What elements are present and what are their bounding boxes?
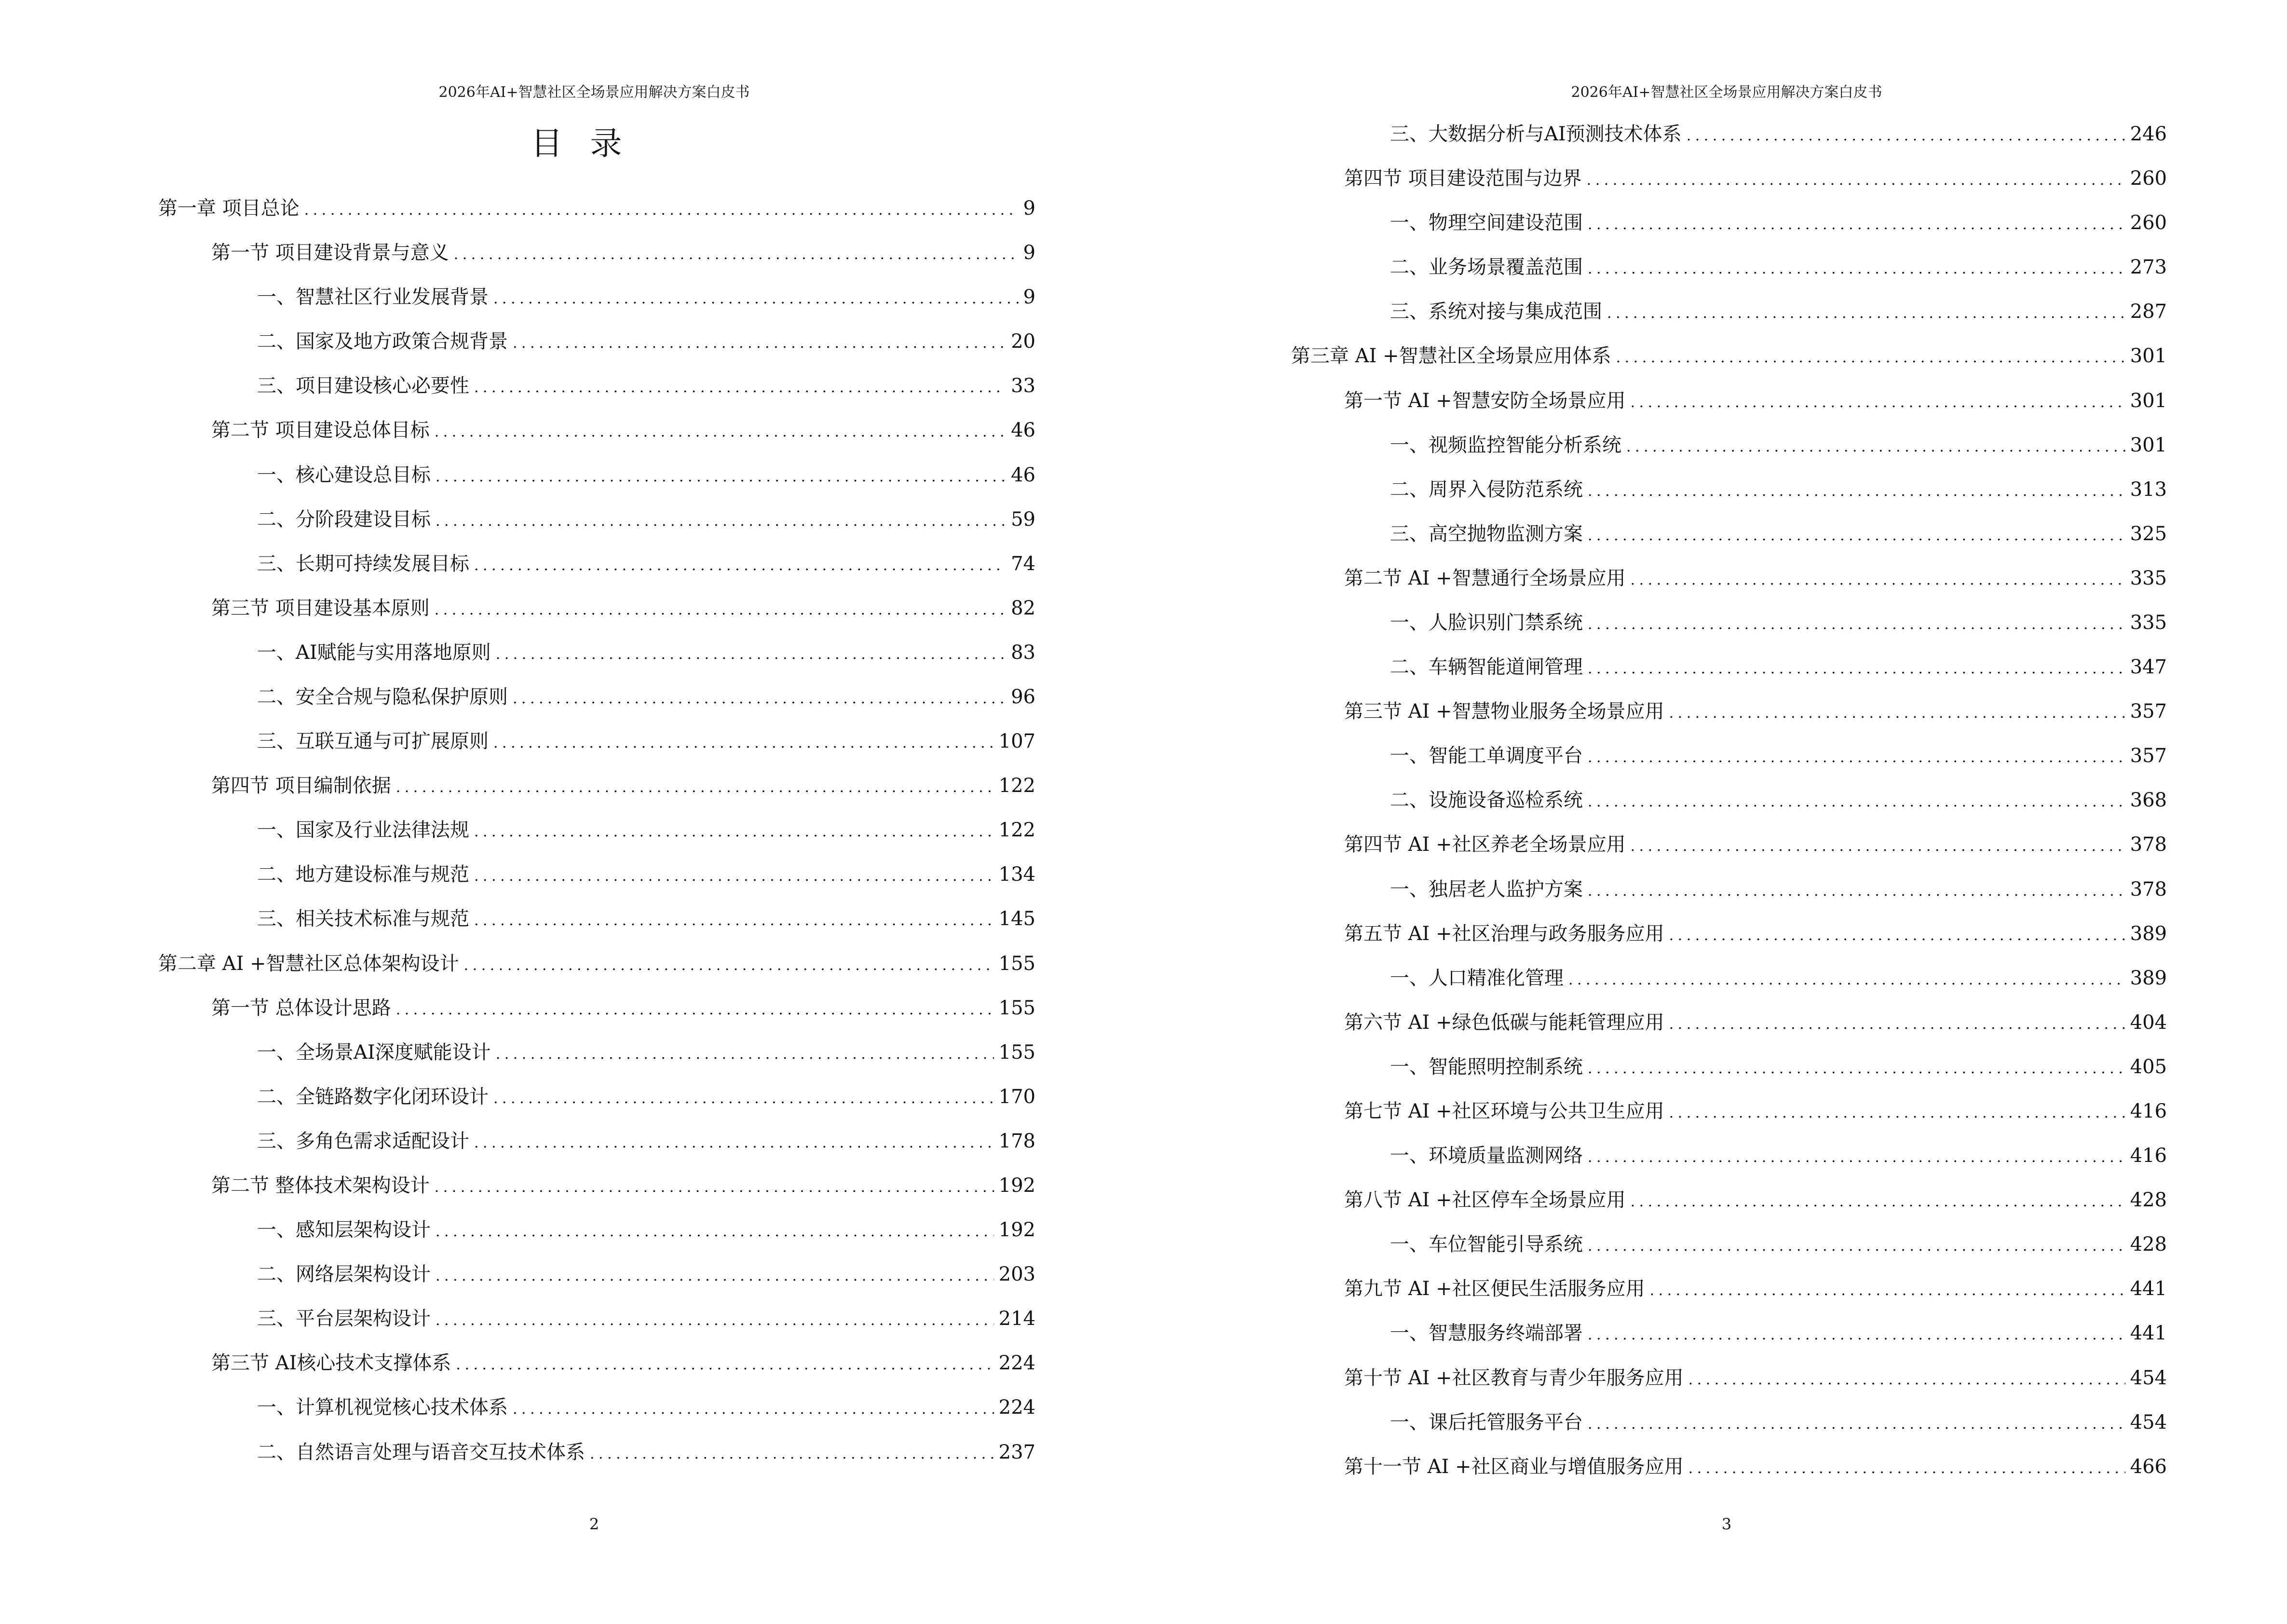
toc-entry-page-number[interactable]: 335 xyxy=(2130,611,2167,634)
dot-leader xyxy=(513,1387,994,1432)
toc-entry-page-number[interactable]: 301 xyxy=(2130,345,2167,368)
dot-leader xyxy=(1588,1402,2125,1447)
toc-title: 目 录 xyxy=(531,125,631,162)
toc-entry-page-number[interactable]: 33 xyxy=(1011,375,1035,397)
toc-entry-page-number[interactable]: 192 xyxy=(998,1219,1035,1242)
toc-entry-label[interactable]: 一、计算机视觉核心技术体系 xyxy=(257,1396,508,1419)
dot-leader xyxy=(436,1254,994,1298)
page-number: 3 xyxy=(1721,1515,1732,1533)
toc-entry-label[interactable]: 一、国家及行业法律法规 xyxy=(257,819,469,842)
toc-entry[interactable] xyxy=(1144,556,2167,600)
toc-entry-label[interactable]: 一、人口精准化管理 xyxy=(1390,967,1564,989)
toc-entry[interactable] xyxy=(1144,912,2167,956)
toc-entry-page-number[interactable]: 224 xyxy=(998,1396,1035,1419)
toc-entry-label[interactable]: 三、系统对接与集成范围 xyxy=(1390,300,1602,323)
toc-entry[interactable] xyxy=(1144,822,2167,867)
toc-entry-page-number[interactable]: 378 xyxy=(2130,878,2167,901)
toc-entry-page-number[interactable]: 192 xyxy=(998,1174,1035,1197)
toc-entry-page-number[interactable]: 441 xyxy=(2130,1322,2167,1345)
toc-entry-page-number[interactable]: 237 xyxy=(998,1441,1035,1463)
toc-entry-label[interactable]: 一、人脸识别门禁系统 xyxy=(1390,611,1583,634)
dot-leader xyxy=(1669,1091,2125,1135)
toc-entry-label[interactable]: 二、安全合规与隐私保护原则 xyxy=(257,685,508,708)
dot-leader xyxy=(1588,602,2125,647)
toc-entry-page-number[interactable]: 145 xyxy=(998,908,1035,930)
toc-entry-label[interactable]: 第一节 AI +智慧安防全场景应用 xyxy=(1344,389,1626,412)
toc-entry-page-number[interactable]: 46 xyxy=(1011,464,1035,486)
toc-entry-label[interactable]: 二、地方建设标准与规范 xyxy=(257,863,469,886)
toc-entry[interactable] xyxy=(0,675,1035,719)
toc-entry-label[interactable]: 第三节 项目建设基本原则 xyxy=(211,597,430,619)
dot-leader xyxy=(1588,780,2125,824)
toc-entry[interactable] xyxy=(1144,467,2167,512)
dot-leader xyxy=(1588,247,2125,291)
toc-entry[interactable] xyxy=(1144,1311,2167,1355)
toc-entry-page-number[interactable]: 313 xyxy=(2130,478,2167,501)
toc-entry[interactable] xyxy=(1144,734,2167,778)
toc-entry-label[interactable]: 二、业务场景覆盖范围 xyxy=(1390,256,1583,279)
toc-entry-label[interactable]: 二、分阶段建设目标 xyxy=(257,508,431,531)
toc-entry[interactable] xyxy=(0,1296,1035,1341)
toc-entry[interactable] xyxy=(0,586,1035,630)
toc-entry-page-number[interactable]: 347 xyxy=(2130,656,2167,679)
toc-entry[interactable] xyxy=(0,1385,1035,1430)
toc-entry-label[interactable]: 二、设施设备巡检系统 xyxy=(1390,789,1583,812)
toc-entry-page-number[interactable]: 9 xyxy=(1023,286,1035,309)
dot-leader xyxy=(464,943,994,988)
toc-entry-page-number[interactable]: 389 xyxy=(2130,922,2167,945)
toc-entry-page-number[interactable]: 155 xyxy=(998,996,1035,1019)
toc-entry[interactable] xyxy=(0,1119,1035,1163)
dot-leader xyxy=(1588,869,2125,914)
toc-entry[interactable] xyxy=(1144,1222,2167,1267)
toc-entry-page-number[interactable]: 203 xyxy=(998,1263,1035,1286)
dot-leader xyxy=(436,1298,994,1343)
toc-list-right xyxy=(1144,112,2287,1489)
dot-leader xyxy=(1626,425,2125,469)
toc-entry[interactable] xyxy=(0,764,1035,808)
toc-entry[interactable] xyxy=(1144,1400,2167,1445)
toc-entry[interactable] xyxy=(1144,600,2167,645)
toc-entry[interactable] xyxy=(1144,289,2167,334)
toc-entry-label[interactable]: 一、智能工单调度平台 xyxy=(1390,745,1583,767)
toc-entry-label[interactable]: 二、全链路数字化闭环设计 xyxy=(257,1085,489,1108)
toc-entry-label[interactable]: 二、国家及地方政策合规背景 xyxy=(257,330,508,353)
toc-entry-label[interactable]: 二、车辆智能道闸管理 xyxy=(1390,656,1583,679)
dot-leader xyxy=(1588,1224,2125,1269)
toc-entry[interactable] xyxy=(0,1030,1035,1075)
toc-entry[interactable] xyxy=(1144,1000,2167,1045)
dot-leader xyxy=(435,588,1006,632)
toc-entry-label[interactable]: 二、周界入侵防范系统 xyxy=(1390,478,1583,501)
dot-leader xyxy=(435,1165,994,1210)
toc-entry-page-number[interactable]: 59 xyxy=(1011,508,1035,531)
dot-leader xyxy=(1588,1135,2125,1180)
toc-entry-label[interactable]: 二、网络层架构设计 xyxy=(257,1263,431,1286)
toc-entry-label[interactable]: 一、智慧服务终端部署 xyxy=(1390,1322,1583,1345)
dot-leader xyxy=(1607,291,2125,336)
toc-entry-page-number[interactable]: 83 xyxy=(1011,641,1035,664)
dot-leader xyxy=(513,677,1006,721)
toc-entry-label[interactable]: 第一节 项目建设背景与意义 xyxy=(211,242,449,264)
toc-entry-label[interactable]: 第一节 总体设计思路 xyxy=(211,996,391,1019)
dot-leader xyxy=(1588,647,2125,691)
dot-leader xyxy=(496,1032,994,1077)
dot-leader xyxy=(435,410,1006,454)
toc-entry[interactable] xyxy=(0,319,1035,364)
toc-entry-label[interactable]: 三、大数据分析与AI预测技术体系 xyxy=(1390,123,1682,145)
toc-entry[interactable] xyxy=(0,1430,1035,1474)
toc-entry-page-number[interactable]: 214 xyxy=(998,1308,1035,1330)
toc-entry[interactable] xyxy=(0,942,1035,986)
toc-entry-page-number[interactable]: 441 xyxy=(2130,1278,2167,1300)
running-header: 2026年AI+智慧社区全场景应用解决方案白皮书 xyxy=(438,84,750,101)
toc-entry-page-number[interactable]: 287 xyxy=(2130,300,2167,323)
page-number: 2 xyxy=(589,1515,599,1533)
toc-entry-page-number[interactable]: 74 xyxy=(1011,552,1035,575)
toc-entry[interactable] xyxy=(0,630,1035,675)
toc-entry[interactable] xyxy=(0,1208,1035,1252)
dot-leader xyxy=(590,1432,994,1476)
toc-entry[interactable] xyxy=(1144,956,2167,1000)
toc-entry-label[interactable]: 第六节 AI +绿色低碳与能耗管理应用 xyxy=(1344,1011,1664,1034)
dot-leader xyxy=(396,765,994,810)
dot-leader xyxy=(493,721,994,765)
toc-entry[interactable] xyxy=(1144,1267,2167,1311)
toc-entry[interactable] xyxy=(0,897,1035,941)
toc-entry-page-number[interactable]: 273 xyxy=(2130,256,2167,279)
toc-entry-label[interactable]: 三、长期可持续发展目标 xyxy=(257,552,469,575)
toc-entry-page-number[interactable]: 260 xyxy=(2130,212,2167,234)
dot-leader xyxy=(513,321,1006,366)
toc-entry-label[interactable]: 一、全场景AI深度赋能设计 xyxy=(257,1041,491,1064)
dot-leader xyxy=(474,854,994,899)
toc-entry[interactable] xyxy=(0,497,1035,542)
toc-entry[interactable] xyxy=(1144,645,2167,689)
toc-entry[interactable] xyxy=(0,231,1035,275)
toc-entry[interactable] xyxy=(1144,1178,2167,1222)
dot-leader xyxy=(1588,514,2125,558)
dot-leader xyxy=(456,1343,994,1387)
toc-entry-page-number[interactable]: 357 xyxy=(2130,700,2167,723)
toc-entry-page-number[interactable]: 428 xyxy=(2130,1233,2167,1256)
dot-leader xyxy=(1631,558,2125,602)
dot-leader xyxy=(1588,1047,2125,1091)
toc-entry-page-number[interactable]: 357 xyxy=(2130,745,2167,767)
toc-entry-page-number[interactable]: 155 xyxy=(998,1041,1035,1064)
dot-leader xyxy=(436,499,1006,544)
toc-entry-page-number[interactable]: 454 xyxy=(2130,1411,2167,1433)
dot-leader xyxy=(1688,1447,2125,1491)
toc-entry-page-number[interactable]: 335 xyxy=(2130,567,2167,589)
toc-entry[interactable] xyxy=(0,542,1035,586)
toc-entry-page-number[interactable]: 404 xyxy=(2130,1011,2167,1034)
toc-entry-page-number[interactable]: 246 xyxy=(2130,123,2167,145)
toc-entry-page-number[interactable]: 378 xyxy=(2130,833,2167,856)
toc-entry[interactable] xyxy=(1144,1356,2167,1400)
toc-entry-label[interactable]: 二、自然语言处理与语音交互技术体系 xyxy=(257,1441,585,1463)
toc-entry-page-number[interactable]: 260 xyxy=(2130,167,2167,190)
dot-leader xyxy=(1631,1180,2125,1224)
toc-page-right xyxy=(1144,0,2287,1624)
toc-entry-label[interactable]: 三、相关技术标准与规范 xyxy=(257,908,469,930)
toc-entry-label[interactable]: 一、感知层架构设计 xyxy=(257,1219,431,1242)
toc-entry-label[interactable]: 三、高空抛物监测方案 xyxy=(1390,522,1583,545)
dot-leader xyxy=(474,1121,994,1165)
dot-leader xyxy=(493,277,1019,321)
toc-entry[interactable] xyxy=(0,186,1035,231)
toc-entry-label[interactable]: 一、AI赋能与实用落地原则 xyxy=(257,641,491,664)
toc-entry-page-number[interactable]: 405 xyxy=(2130,1055,2167,1078)
toc-entry-label[interactable]: 第七节 AI +社区环境与公共卫生应用 xyxy=(1344,1100,1664,1122)
toc-entry-label[interactable]: 一、智慧社区行业发展背景 xyxy=(257,286,489,309)
toc-entry-page-number[interactable]: 122 xyxy=(998,775,1035,797)
toc-entry-label[interactable]: 第二节 项目建设总体目标 xyxy=(211,419,430,442)
toc-entry[interactable] xyxy=(0,719,1035,764)
dot-leader xyxy=(1669,914,2125,958)
toc-entry[interactable] xyxy=(1144,156,2167,201)
toc-entry-label[interactable]: 第四节 项目建设范围与边界 xyxy=(1344,167,1582,190)
toc-entry-label[interactable]: 第九节 AI +社区便民生活服务应用 xyxy=(1344,1278,1645,1300)
toc-entry[interactable] xyxy=(1144,334,2167,378)
dot-leader xyxy=(1688,1358,2125,1402)
toc-entry-label[interactable]: 第五节 AI +社区治理与政务服务应用 xyxy=(1344,922,1664,945)
toc-entry-page-number[interactable]: 134 xyxy=(998,863,1035,886)
dot-leader xyxy=(474,544,1006,588)
toc-entry-label[interactable]: 第八节 AI +社区停车全场景应用 xyxy=(1344,1189,1626,1212)
toc-entry[interactable] xyxy=(1144,512,2167,556)
toc-entry-page-number[interactable]: 224 xyxy=(998,1352,1035,1375)
dot-leader xyxy=(474,899,994,943)
toc-entry-label[interactable]: 三、平台层架构设计 xyxy=(257,1308,431,1330)
dot-leader xyxy=(1631,824,2125,869)
toc-entry-page-number[interactable]: 155 xyxy=(998,952,1035,975)
toc-entry-label[interactable]: 第二节 整体技术架构设计 xyxy=(211,1174,430,1197)
toc-entry-page-number[interactable]: 416 xyxy=(2130,1100,2167,1122)
toc-entry[interactable] xyxy=(1144,1045,2167,1089)
running-header: 2026年AI+智慧社区全场景应用解决方案白皮书 xyxy=(1571,84,1882,101)
toc-entry-page-number[interactable]: 170 xyxy=(998,1085,1035,1108)
toc-entry-label[interactable]: 第二章 AI +智慧社区总体架构设计 xyxy=(158,952,459,975)
toc-entry-label[interactable]: 一、物理空间建设范围 xyxy=(1390,212,1583,234)
toc-entry[interactable] xyxy=(0,808,1035,852)
toc-entry-label[interactable]: 第三节 AI核心技术支撑体系 xyxy=(211,1352,451,1375)
toc-entry-page-number[interactable]: 428 xyxy=(2130,1189,2167,1212)
toc-entry-label[interactable]: 第四节 AI +社区养老全场景应用 xyxy=(1344,833,1626,856)
toc-entry-label[interactable]: 三、互联互通与可扩展原则 xyxy=(257,730,489,753)
dot-leader xyxy=(474,366,1006,410)
toc-entry[interactable] xyxy=(0,986,1035,1030)
toc-entry-page-number[interactable]: 466 xyxy=(2130,1455,2167,1478)
toc-entry[interactable] xyxy=(0,1252,1035,1296)
toc-entry[interactable] xyxy=(1144,245,2167,289)
toc-entry-page-number[interactable]: 122 xyxy=(998,819,1035,842)
dot-leader xyxy=(1588,469,2125,514)
toc-entry-label[interactable]: 一、课后托管服务平台 xyxy=(1390,1411,1583,1433)
toc-entry-page-number[interactable]: 96 xyxy=(1011,685,1035,708)
toc-entry-page-number[interactable]: 301 xyxy=(2130,389,2167,412)
dot-leader xyxy=(1588,1313,2125,1357)
dot-leader xyxy=(1631,381,2125,425)
toc-entry[interactable] xyxy=(0,408,1035,452)
toc-entry[interactable] xyxy=(1144,423,2167,467)
toc-entry-page-number[interactable]: 325 xyxy=(2130,522,2167,545)
dot-leader xyxy=(1669,691,2125,736)
toc-entry[interactable] xyxy=(1144,867,2167,912)
dot-leader xyxy=(1616,336,2125,380)
dot-leader xyxy=(1568,958,2125,1002)
toc-entry-page-number[interactable]: 454 xyxy=(2130,1366,2167,1389)
toc-entry-label[interactable]: 第三章 AI +智慧社区全场景应用体系 xyxy=(1291,345,1611,368)
toc-entry[interactable] xyxy=(0,1341,1035,1385)
toc-entry-label[interactable]: 一、核心建设总目标 xyxy=(257,464,431,486)
toc-entry-label[interactable]: 第十节 AI +社区教育与青少年服务应用 xyxy=(1344,1366,1684,1389)
toc-entry-label[interactable]: 第一章 项目总论 xyxy=(158,197,299,219)
dot-leader xyxy=(493,1077,994,1121)
dot-leader xyxy=(1650,1269,2125,1313)
toc-entry[interactable] xyxy=(0,364,1035,408)
toc-entry-label[interactable]: 第十一节 AI +社区商业与增值服务应用 xyxy=(1344,1455,1684,1478)
toc-entry[interactable] xyxy=(1144,689,2167,734)
toc-entry-page-number[interactable]: 178 xyxy=(998,1130,1035,1152)
toc-entry[interactable] xyxy=(1144,778,2167,822)
toc-entry[interactable] xyxy=(1144,1089,2167,1133)
toc-entry-label[interactable]: 第二节 AI +智慧通行全场景应用 xyxy=(1344,567,1626,589)
toc-entry[interactable] xyxy=(0,1163,1035,1208)
toc-entry-page-number[interactable]: 107 xyxy=(998,730,1035,753)
toc-entry[interactable] xyxy=(0,1075,1035,1119)
toc-entry-label[interactable]: 第三节 AI +智慧物业服务全场景应用 xyxy=(1344,700,1664,723)
toc-entry-page-number[interactable]: 368 xyxy=(2130,789,2167,812)
toc-entry-page-number[interactable]: 416 xyxy=(2130,1145,2167,1167)
toc-entry-label[interactable]: 一、车位智能引导系统 xyxy=(1390,1233,1583,1256)
dot-leader xyxy=(1587,158,2125,203)
dot-leader xyxy=(1669,1002,2125,1047)
toc-entry-page-number[interactable]: 301 xyxy=(2130,434,2167,456)
dot-leader xyxy=(454,232,1019,277)
dot-leader xyxy=(1687,114,2125,158)
dot-leader xyxy=(396,988,994,1032)
toc-entry-label[interactable]: 一、环境质量监测网络 xyxy=(1390,1145,1583,1167)
toc-entry[interactable] xyxy=(0,852,1035,897)
toc-entry-page-number[interactable]: 389 xyxy=(2130,967,2167,989)
dot-leader xyxy=(1588,203,2125,247)
toc-entry-page-number[interactable]: 9 xyxy=(1023,197,1035,219)
toc-list-left xyxy=(0,186,1144,1474)
toc-entry[interactable] xyxy=(0,275,1035,319)
toc-entry-page-number[interactable]: 9 xyxy=(1023,242,1035,264)
toc-entry-label[interactable]: 一、独居老人监护方案 xyxy=(1390,878,1583,901)
toc-entry-label[interactable]: 三、多角色需求适配设计 xyxy=(257,1130,469,1152)
dot-leader xyxy=(474,810,994,854)
toc-entry-label[interactable]: 第四节 项目编制依据 xyxy=(211,775,391,797)
dot-leader xyxy=(436,1210,994,1254)
toc-entry-page-number[interactable]: 46 xyxy=(1011,419,1035,442)
toc-entry-page-number[interactable]: 20 xyxy=(1011,330,1035,353)
toc-entry[interactable] xyxy=(1144,1133,2167,1178)
toc-entry[interactable] xyxy=(1144,112,2167,156)
toc-entry-page-number[interactable]: 82 xyxy=(1011,597,1035,619)
toc-entry-label[interactable]: 一、智能照明控制系统 xyxy=(1390,1055,1583,1078)
toc-entry-label[interactable]: 一、视频监控智能分析系统 xyxy=(1390,434,1621,456)
toc-entry[interactable] xyxy=(1144,1445,2167,1489)
toc-entry[interactable] xyxy=(1144,379,2167,423)
toc-entry-label[interactable]: 三、项目建设核心必要性 xyxy=(257,375,469,397)
dot-leader xyxy=(1588,736,2125,780)
toc-entry[interactable] xyxy=(0,453,1035,497)
dot-leader xyxy=(496,632,1006,677)
dot-leader xyxy=(304,188,1019,232)
dot-leader xyxy=(436,455,1006,499)
toc-entry[interactable] xyxy=(1144,201,2167,245)
